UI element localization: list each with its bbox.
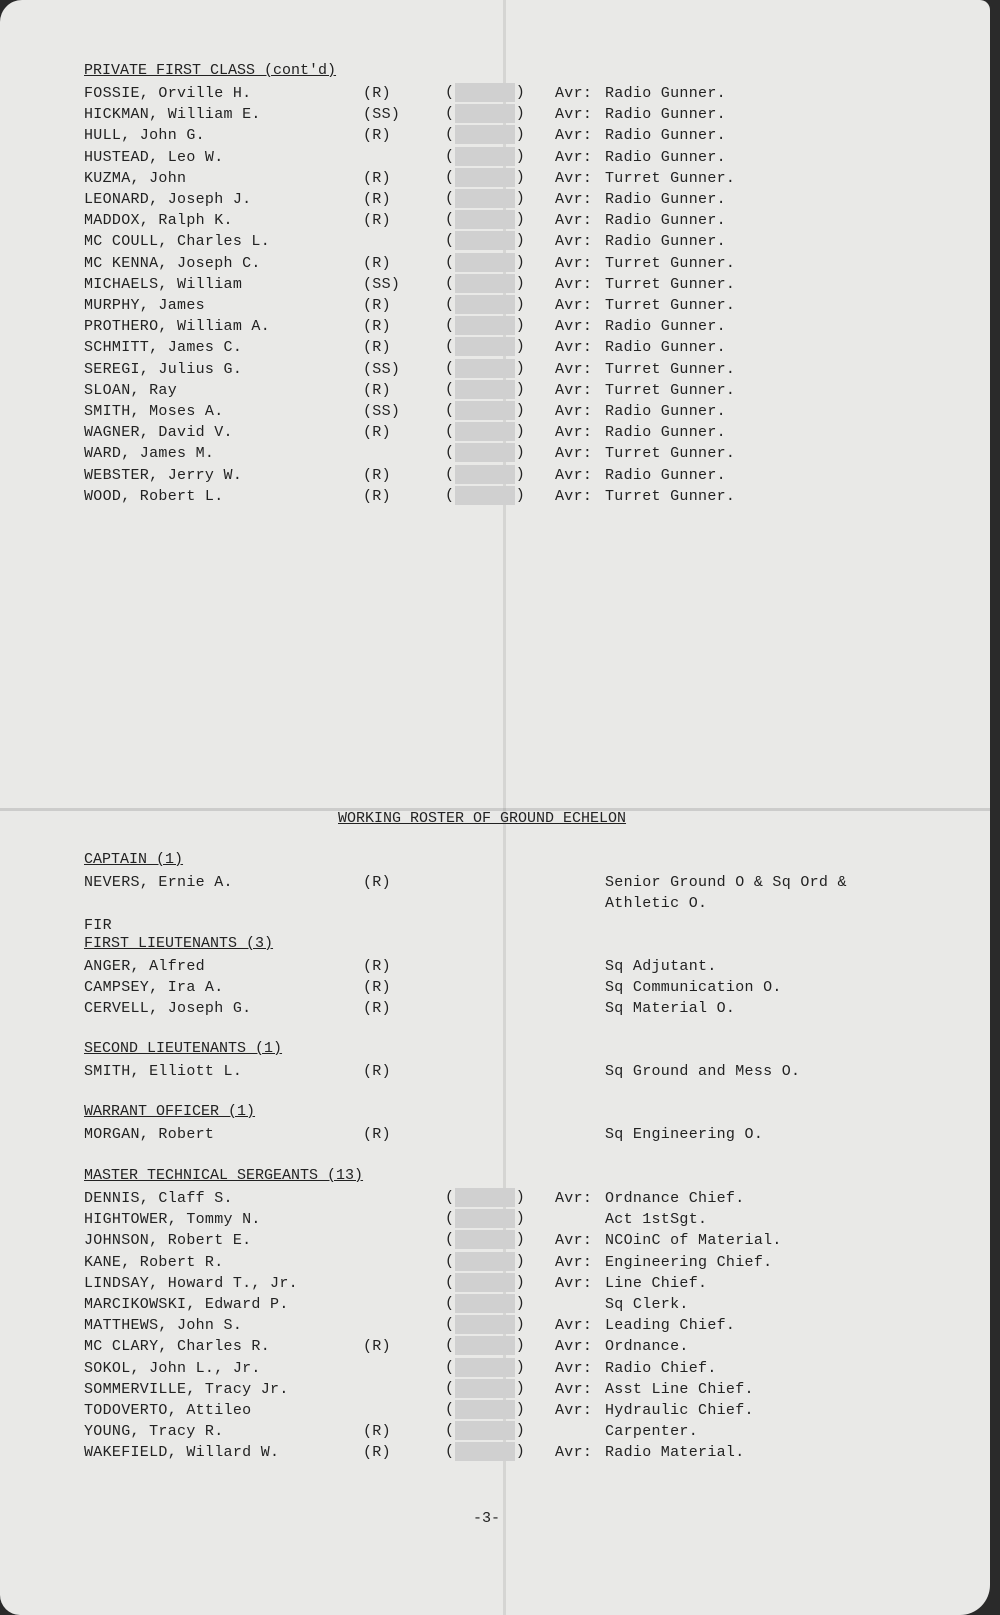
roster-code: (R) xyxy=(363,424,391,442)
paren-open: ( xyxy=(445,402,455,419)
roster-name: MC KENNA, Joseph C. xyxy=(84,254,261,272)
paren-open: ( xyxy=(445,296,455,313)
redacted-serial xyxy=(445,189,525,208)
roster-duty: Leading Chief. xyxy=(605,1317,736,1335)
redaction-bar xyxy=(455,83,515,102)
roster-duty: Ordnance. xyxy=(605,1338,689,1356)
redacted-serial xyxy=(445,231,525,250)
paren-close: ) xyxy=(515,380,525,398)
roster-code: (R) xyxy=(363,127,391,145)
redacted-serial xyxy=(445,1358,525,1377)
roster-duty: Radio Gunner. xyxy=(605,85,726,102)
stray-text: FIR xyxy=(84,917,112,934)
redaction-bar xyxy=(455,1273,515,1292)
roster-duty: Turret Gunner. xyxy=(605,381,736,399)
roster-duty: Radio Chief. xyxy=(605,1359,717,1377)
paren-close: ) xyxy=(515,1379,525,1397)
roster-code: (R) xyxy=(363,487,391,505)
roster-prefix: Avr: xyxy=(555,381,593,399)
paren-open: ( xyxy=(445,317,455,335)
paren-close: ) xyxy=(515,253,525,271)
roster-name: HULL, John G. xyxy=(84,127,205,145)
paren-close: ) xyxy=(515,317,525,335)
roster-code: (R) xyxy=(363,979,391,996)
paren-open: ( xyxy=(445,380,455,398)
redacted-serial xyxy=(445,1336,525,1355)
roster-prefix: Avr: xyxy=(555,1444,593,1462)
paren-close: ) xyxy=(515,1231,525,1249)
roster-name: HIGHTOWER, Tommy N. xyxy=(84,1211,261,1229)
roster-name: DENNIS, Claff S. xyxy=(84,1190,233,1207)
roster-duty: Radio Gunner. xyxy=(605,318,726,336)
paren-close: ) xyxy=(515,147,525,165)
paren-close: ) xyxy=(515,1443,525,1461)
roster-duty: Line Chief. xyxy=(605,1274,708,1292)
section-heading-captain: CAPTAIN (1) xyxy=(84,851,184,868)
paren-close: ) xyxy=(515,465,525,483)
roster-duty: Turret Gunner. xyxy=(605,445,736,463)
roster-code: (SS) xyxy=(363,360,401,378)
roster-prefix: Avr: xyxy=(555,191,593,208)
redacted-serial xyxy=(445,1400,525,1419)
roster-prefix: Avr: xyxy=(555,1232,593,1250)
roster-duty: Sq Adjutant. xyxy=(605,958,717,975)
paren-open: ( xyxy=(445,147,455,165)
redaction-bar xyxy=(455,465,515,484)
roster-duty: Sq Clerk. xyxy=(605,1296,689,1313)
paren-close: ) xyxy=(515,1358,525,1376)
roster-name: KANE, Robert R. xyxy=(84,1253,224,1271)
roster-code: (SS) xyxy=(363,106,401,124)
roster-prefix: Avr: xyxy=(555,254,593,272)
roster-code: (R) xyxy=(363,1338,391,1356)
redacted-serial xyxy=(445,125,525,144)
roster-code: (R) xyxy=(363,339,391,357)
roster-name: HICKMAN, William E. xyxy=(84,106,261,124)
roster-duty: Turret Gunner. xyxy=(605,254,736,272)
paren-open: ( xyxy=(445,126,455,144)
roster-name: CERVELL, Joseph G. xyxy=(84,1000,252,1017)
roster-name: WAKEFIELD, Willard W. xyxy=(84,1444,280,1462)
roster-name: MC COULL, Charles L. xyxy=(84,233,271,251)
roster-duty: Turret Gunner. xyxy=(605,487,736,505)
roster-duty: Radio Gunner. xyxy=(605,127,726,145)
paren-close: ) xyxy=(515,1316,525,1334)
roster-prefix: Avr: xyxy=(555,233,593,251)
roster-name: WEBSTER, Jerry W. xyxy=(84,466,243,484)
roster-duty: Radio Gunner. xyxy=(605,424,726,442)
redacted-serial xyxy=(445,443,525,462)
paren-open: ( xyxy=(445,1252,455,1270)
roster-duty: Asst Line Chief. xyxy=(605,1380,754,1398)
redacted-serial xyxy=(445,274,525,293)
paren-open: ( xyxy=(445,423,455,441)
roster-prefix: Avr: xyxy=(555,212,593,230)
redaction-bar xyxy=(455,1294,515,1313)
paren-close: ) xyxy=(515,1252,525,1270)
redacted-serial xyxy=(445,1442,525,1461)
paren-open: ( xyxy=(445,1273,455,1291)
redacted-serial xyxy=(445,253,525,272)
roster-name: WOOD, Robert L. xyxy=(84,487,224,505)
redacted-serial xyxy=(445,168,525,187)
redacted-serial xyxy=(445,210,525,229)
redaction-bar xyxy=(455,1209,515,1228)
page-number: -3- xyxy=(473,1510,501,1527)
roster-code: (R) xyxy=(363,169,391,187)
redacted-serial xyxy=(445,1421,525,1440)
roster-prefix: Avr: xyxy=(555,1253,593,1271)
roster-duty: Turret Gunner. xyxy=(605,297,736,314)
roster-prefix: Avr: xyxy=(555,339,593,357)
redaction-bar xyxy=(455,1379,515,1398)
roster-duty: Sq Communication O. xyxy=(605,979,782,996)
paren-close: ) xyxy=(515,1273,525,1291)
roster-prefix: Avr: xyxy=(555,127,593,145)
paren-close: ) xyxy=(515,444,525,462)
roster-duty: Engineering Chief. xyxy=(605,1253,773,1271)
roster-prefix: Avr: xyxy=(555,318,593,336)
section-heading-pfc: PRIVATE FIRST CLASS (cont'd) xyxy=(84,62,337,79)
section-heading-second-lieutenants: SECOND LIEUTENANTS (1) xyxy=(84,1040,283,1057)
roster-code: (R) xyxy=(363,381,391,399)
paren-open: ( xyxy=(445,1295,455,1312)
redaction-bar xyxy=(455,125,515,144)
paren-close: ) xyxy=(515,232,525,250)
paren-open: ( xyxy=(445,105,455,123)
roster-prefix: Avr: xyxy=(555,1402,593,1419)
redacted-serial xyxy=(445,295,525,314)
roster-prefix: Avr: xyxy=(555,424,593,442)
roster-name: LINDSAY, Howard T., Jr. xyxy=(84,1274,298,1292)
roster-code: (SS) xyxy=(363,275,401,293)
page-title: WORKING ROSTER OF GROUND ECHELON xyxy=(338,810,627,827)
paren-close: ) xyxy=(515,402,525,419)
redaction-bar xyxy=(455,486,515,505)
roster-code: (R) xyxy=(363,1444,391,1462)
roster-prefix: Avr: xyxy=(555,445,593,463)
roster-code: (SS) xyxy=(363,403,401,420)
paren-open: ( xyxy=(445,84,455,101)
paren-close: ) xyxy=(515,1210,525,1228)
roster-name: SLOAN, Ray xyxy=(84,381,178,399)
redacted-serial xyxy=(445,401,525,420)
roster-duty: Sq Engineering O. xyxy=(605,1126,764,1143)
roster-code: (R) xyxy=(363,958,391,975)
roster-prefix: Avr: xyxy=(555,275,593,293)
paren-open: ( xyxy=(445,465,455,483)
roster-duty: Radio Gunner. xyxy=(605,403,726,420)
roster-name: JOHNSON, Robert E. xyxy=(84,1232,252,1250)
paren-close: ) xyxy=(515,190,525,207)
redaction-bar xyxy=(455,147,515,166)
roster-name: LEONARD, Joseph J. xyxy=(84,191,252,208)
roster-name: ANGER, Alfred xyxy=(84,958,205,975)
paren-close: ) xyxy=(515,211,525,229)
paren-open: ( xyxy=(445,1231,455,1249)
paren-open: ( xyxy=(445,168,455,186)
redacted-serial xyxy=(445,1230,525,1249)
roster-code: (R) xyxy=(363,1423,391,1441)
roster-prefix: Avr: xyxy=(555,1274,593,1292)
paren-close: ) xyxy=(515,105,525,123)
roster-prefix: Avr: xyxy=(555,487,593,505)
redacted-serial xyxy=(445,1379,525,1398)
section-heading-first-lieutenants: FIRST LIEUTENANTS (3) xyxy=(84,935,274,952)
paren-open: ( xyxy=(445,1401,455,1418)
paren-close: ) xyxy=(515,1337,525,1355)
roster-duty: Radio Material. xyxy=(605,1444,745,1462)
paren-close: ) xyxy=(515,168,525,186)
roster-code: (R) xyxy=(363,297,391,314)
redacted-serial xyxy=(445,380,525,399)
roster-code: (R) xyxy=(363,318,391,336)
paren-open: ( xyxy=(445,338,455,356)
paren-close: ) xyxy=(515,1422,525,1440)
roster-name: WARD, James M. xyxy=(84,445,215,463)
paren-open: ( xyxy=(445,1379,455,1397)
roster-name: SMITH, Elliott L. xyxy=(84,1063,243,1080)
roster-prefix: Avr: xyxy=(555,169,593,187)
paren-close: ) xyxy=(515,126,525,144)
paren-close: ) xyxy=(515,274,525,292)
roster-name: HUSTEAD, Leo W. xyxy=(84,148,224,166)
roster-prefix: Avr: xyxy=(555,106,593,124)
redacted-serial xyxy=(445,316,525,335)
paren-close: ) xyxy=(515,338,525,356)
roster-name: MATTHEWS, John S. xyxy=(84,1317,243,1335)
roster-code: (R) xyxy=(363,466,391,484)
paren-open: ( xyxy=(445,274,455,292)
paren-open: ( xyxy=(445,211,455,229)
redaction-bar xyxy=(455,1336,515,1355)
roster-name: NEVERS, Ernie A. xyxy=(84,874,233,891)
paren-open: ( xyxy=(445,1337,455,1355)
redacted-serial xyxy=(445,1273,525,1292)
redaction-bar xyxy=(455,1421,515,1440)
paren-open: ( xyxy=(445,1358,455,1376)
paren-close: ) xyxy=(515,84,525,101)
roster-name: FOSSIE, Orville H. xyxy=(84,85,252,102)
roster-duty: Carpenter. xyxy=(605,1423,699,1441)
paren-close: ) xyxy=(515,486,525,504)
redaction-bar xyxy=(455,337,515,356)
roster-code: (R) xyxy=(363,191,391,208)
paren-close: ) xyxy=(515,1189,525,1206)
redaction-bar xyxy=(455,1358,515,1377)
redacted-serial xyxy=(445,486,525,505)
redacted-serial xyxy=(445,104,525,123)
paren-open: ( xyxy=(445,1443,455,1461)
redaction-bar xyxy=(455,1252,515,1271)
roster-code: (R) xyxy=(363,874,391,891)
redacted-serial xyxy=(445,422,525,441)
roster-duty: Sq Ground and Mess O. xyxy=(605,1063,801,1080)
paren-close: ) xyxy=(515,296,525,313)
roster-duty: Hydraulic Chief. xyxy=(605,1402,754,1419)
roster-prefix: Avr: xyxy=(555,403,593,420)
redaction-bar xyxy=(455,253,515,272)
roster-duty: Turret Gunner. xyxy=(605,275,736,293)
paren-open: ( xyxy=(445,190,455,207)
redacted-serial xyxy=(445,465,525,484)
roster-prefix: Avr: xyxy=(555,1317,593,1335)
roster-prefix: Avr: xyxy=(555,1338,593,1356)
roster-name: MURPHY, James xyxy=(84,297,205,314)
roster-name: SEREGI, Julius G. xyxy=(84,360,243,378)
redaction-bar xyxy=(455,210,515,229)
redaction-bar xyxy=(455,316,515,335)
roster-duty: Radio Gunner. xyxy=(605,106,726,124)
roster-name: TODOVERTO, Attileo xyxy=(84,1402,252,1419)
paren-open: ( xyxy=(445,359,455,377)
section-heading-master-technical-sergeants: MASTER TECHNICAL SERGEANTS (13) xyxy=(84,1167,364,1184)
roster-duty: Act 1stSgt. xyxy=(605,1211,708,1229)
roster-name: SCHMITT, James C. xyxy=(84,339,243,357)
roster-code: (R) xyxy=(363,1126,391,1143)
roster-code: (R) xyxy=(363,212,391,230)
roster-name: MICHAELS, William xyxy=(84,275,243,293)
paren-open: ( xyxy=(445,1422,455,1440)
roster-duty: NCOinC of Material. xyxy=(605,1232,782,1250)
roster-name: MORGAN, Robert xyxy=(84,1126,215,1143)
redacted-serial xyxy=(445,1315,525,1334)
roster-name: KUZMA, John xyxy=(84,169,187,187)
paren-open: ( xyxy=(445,1316,455,1334)
paren-open: ( xyxy=(445,1189,455,1206)
roster-duty: Radio Gunner. xyxy=(605,233,726,251)
redaction-bar xyxy=(455,274,515,293)
roster-name: YOUNG, Tracy R. xyxy=(84,1423,224,1441)
paren-open: ( xyxy=(445,486,455,504)
roster-duty: Ordnance Chief. xyxy=(605,1190,745,1207)
roster-name: SOMMERVILLE, Tracy Jr. xyxy=(84,1380,289,1398)
roster-prefix: Avr: xyxy=(555,85,593,102)
redacted-serial xyxy=(445,337,525,356)
paren-open: ( xyxy=(445,232,455,250)
roster-prefix: Avr: xyxy=(555,360,593,378)
section-heading-warrant-officer: WARRANT OFFICER (1) xyxy=(84,1103,256,1120)
redaction-bar xyxy=(455,1442,515,1461)
roster-code: (R) xyxy=(363,254,391,272)
redacted-serial xyxy=(445,1294,525,1313)
redaction-bar xyxy=(455,380,515,399)
redaction-bar xyxy=(455,231,515,250)
roster-duty: Athletic O. xyxy=(605,895,708,912)
roster-name: WAGNER, David V. xyxy=(84,424,233,442)
paren-open: ( xyxy=(445,1210,455,1228)
roster-prefix: Avr: xyxy=(555,466,593,484)
redaction-bar xyxy=(455,189,515,208)
roster-name: PROTHERO, William A. xyxy=(84,318,271,336)
redaction-bar xyxy=(455,422,515,441)
roster-prefix: Avr: xyxy=(555,1380,593,1398)
paren-close: ) xyxy=(515,1401,525,1418)
paren-open: ( xyxy=(445,253,455,271)
roster-name: CAMPSEY, Ira A. xyxy=(84,979,224,996)
redaction-bar xyxy=(455,295,515,314)
roster-duty: Radio Gunner. xyxy=(605,212,726,230)
redaction-bar xyxy=(455,1315,515,1334)
redaction-bar xyxy=(455,1230,515,1249)
roster-name: MARCIKOWSKI, Edward P. xyxy=(84,1296,289,1313)
roster-prefix: Avr: xyxy=(555,148,593,166)
redacted-serial xyxy=(445,83,525,102)
redaction-bar xyxy=(455,1400,515,1419)
roster-duty: Radio Gunner. xyxy=(605,466,726,484)
roster-name: SOKOL, John L., Jr. xyxy=(84,1359,261,1377)
roster-name: MC CLARY, Charles R. xyxy=(84,1338,271,1356)
roster-code: (R) xyxy=(363,1000,391,1017)
roster-prefix: Avr: xyxy=(555,297,593,314)
roster-prefix: Avr: xyxy=(555,1190,593,1207)
roster-code: (R) xyxy=(363,85,391,102)
roster-duty: Turret Gunner. xyxy=(605,360,736,378)
redaction-bar xyxy=(455,443,515,462)
roster-code: (R) xyxy=(363,1063,391,1080)
roster-prefix: Avr: xyxy=(555,1359,593,1377)
paren-close: ) xyxy=(515,359,525,377)
roster-duty: Radio Gunner. xyxy=(605,339,726,357)
roster-duty: Radio Gunner. xyxy=(605,148,726,166)
roster-duty: Turret Gunner. xyxy=(605,169,736,187)
redaction-bar xyxy=(455,168,515,187)
redacted-serial xyxy=(445,147,525,166)
paren-open: ( xyxy=(445,444,455,462)
roster-name: MADDOX, Ralph K. xyxy=(84,212,233,230)
redaction-bar xyxy=(455,359,515,378)
redacted-serial xyxy=(445,359,525,378)
redaction-bar xyxy=(455,1188,515,1207)
roster-duty: Sq Material O. xyxy=(605,1000,736,1017)
roster-duty: Radio Gunner. xyxy=(605,191,726,208)
roster-duty: Senior Ground O & Sq Ord & xyxy=(605,874,847,891)
paren-close: ) xyxy=(515,1295,525,1312)
redaction-bar xyxy=(455,104,515,123)
redacted-serial xyxy=(445,1188,525,1207)
roster-name: SMITH, Moses A. xyxy=(84,403,224,420)
paren-close: ) xyxy=(515,423,525,441)
redacted-serial xyxy=(445,1209,525,1228)
redacted-serial xyxy=(445,1252,525,1271)
redaction-bar xyxy=(455,401,515,420)
